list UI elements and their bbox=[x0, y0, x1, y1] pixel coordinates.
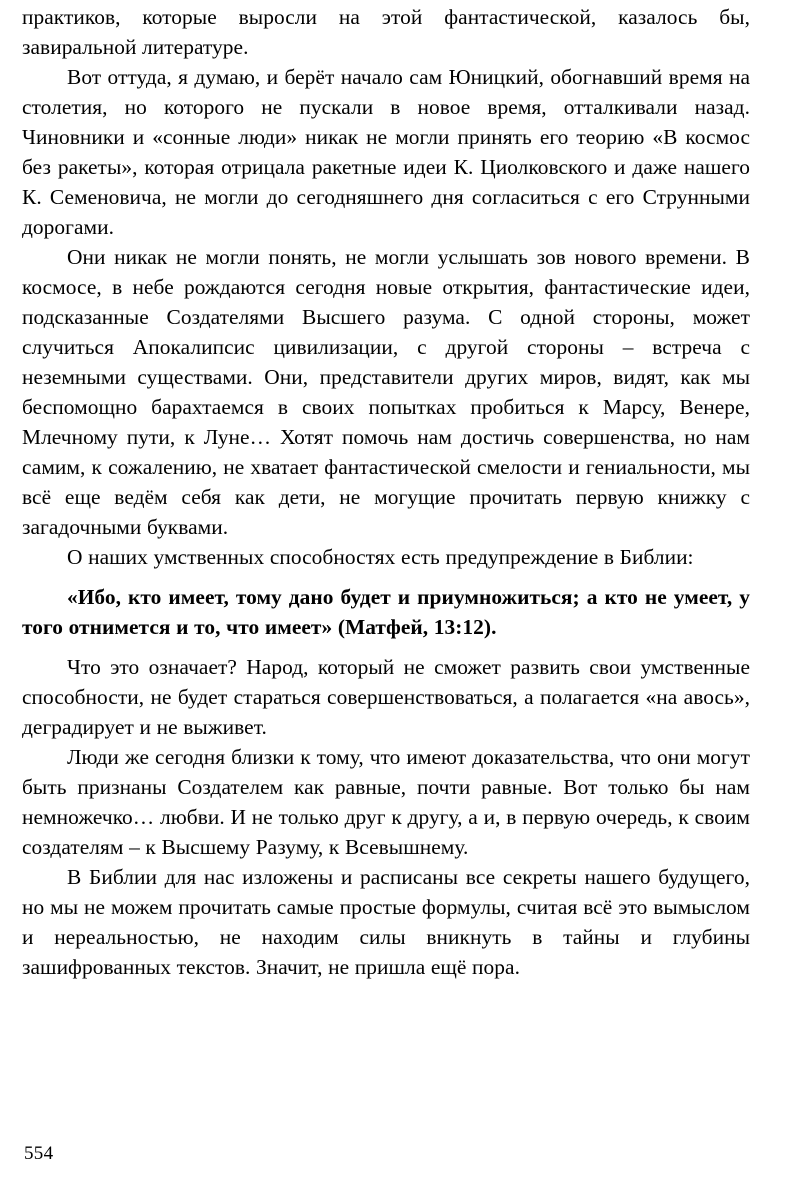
paragraph-new-time: Они никак не могли понять, не могли услышать зов нового времени. В космосе, в небе рождаются сегодня новые открытия, фантастические идеи, подсказанные Создателями Высшего разума. С одной стороны, может случиться Апокалипсис цивилизации, с другой стороны – встреча с неземными существами. Они, представители других миров, видят, как мы беспомощно барахтаемся в своих попытках пробиться к Марсу, Венере, Млечному пути, к Луне… Хотят помочь нам достичь совершенства, но нам самим, к сожалению, не хватает фантастической смелости и гениальности, мы всё еще ведём себя как дети, не могущие прочитать первую книжку с загадочными буквами. bbox=[22, 245, 750, 539]
paragraph-bible-quote: «Ибо, кто имеет, тому дано будет и приумножиться; а кто не умеет, у того отнимется и то, что имеет» (Матфей, 13:12). bbox=[22, 585, 750, 639]
paragraph-meaning: Что это означает? Народ, который не сможет развить свои умственные способности, не будет стараться совершенствоваться, а полагается «на авось», деградирует и не выживет. bbox=[22, 655, 750, 739]
page-text-column bbox=[22, 2, 750, 982]
paragraph-continued: практиков, которые выросли на этой фантастической, казалось бы, завиральной литературе. bbox=[22, 5, 750, 59]
page-number: 554 bbox=[24, 1143, 54, 1164]
paragraph-yunitsky: Вот оттуда, я думаю, и берёт начало сам Юницкий, обогнавший время на столетия, но которого не пускали в новое время, отталкивали назад. Чиновники и «сонные люди» никак не могли принять его теорию «В космос без ракеты», которая отрицала ракетные идеи К. Циолковского и даже нашего К. Семеновича, не могли до сегодняшнего дня согласиться с его Струнными дорогами. bbox=[22, 65, 750, 239]
paragraph-people-close: Люди же сегодня близки к тому, что имеют доказательства, что они могут быть признаны Создателем как равные, почти равные. Вот только бы нам немножечко… любви. И не только друг к другу, а и, в первую очередь, к своим создателям – к Высшему Разуму, к Всевышнему. bbox=[22, 745, 750, 859]
paragraph-bible-secrets: В Библии для нас изложены и расписаны все секреты нашего будущего, но мы не можем прочитать самые простые формулы, считая всё это вымыслом и нереальностью, не находим силы вникнуть в тайны и глубины зашифрованных текстов. Значит, не пришла ещё пора. bbox=[22, 865, 750, 979]
paragraph-bible-intro: О наших умственных способностях есть предупреждение в Библии: bbox=[67, 545, 694, 569]
